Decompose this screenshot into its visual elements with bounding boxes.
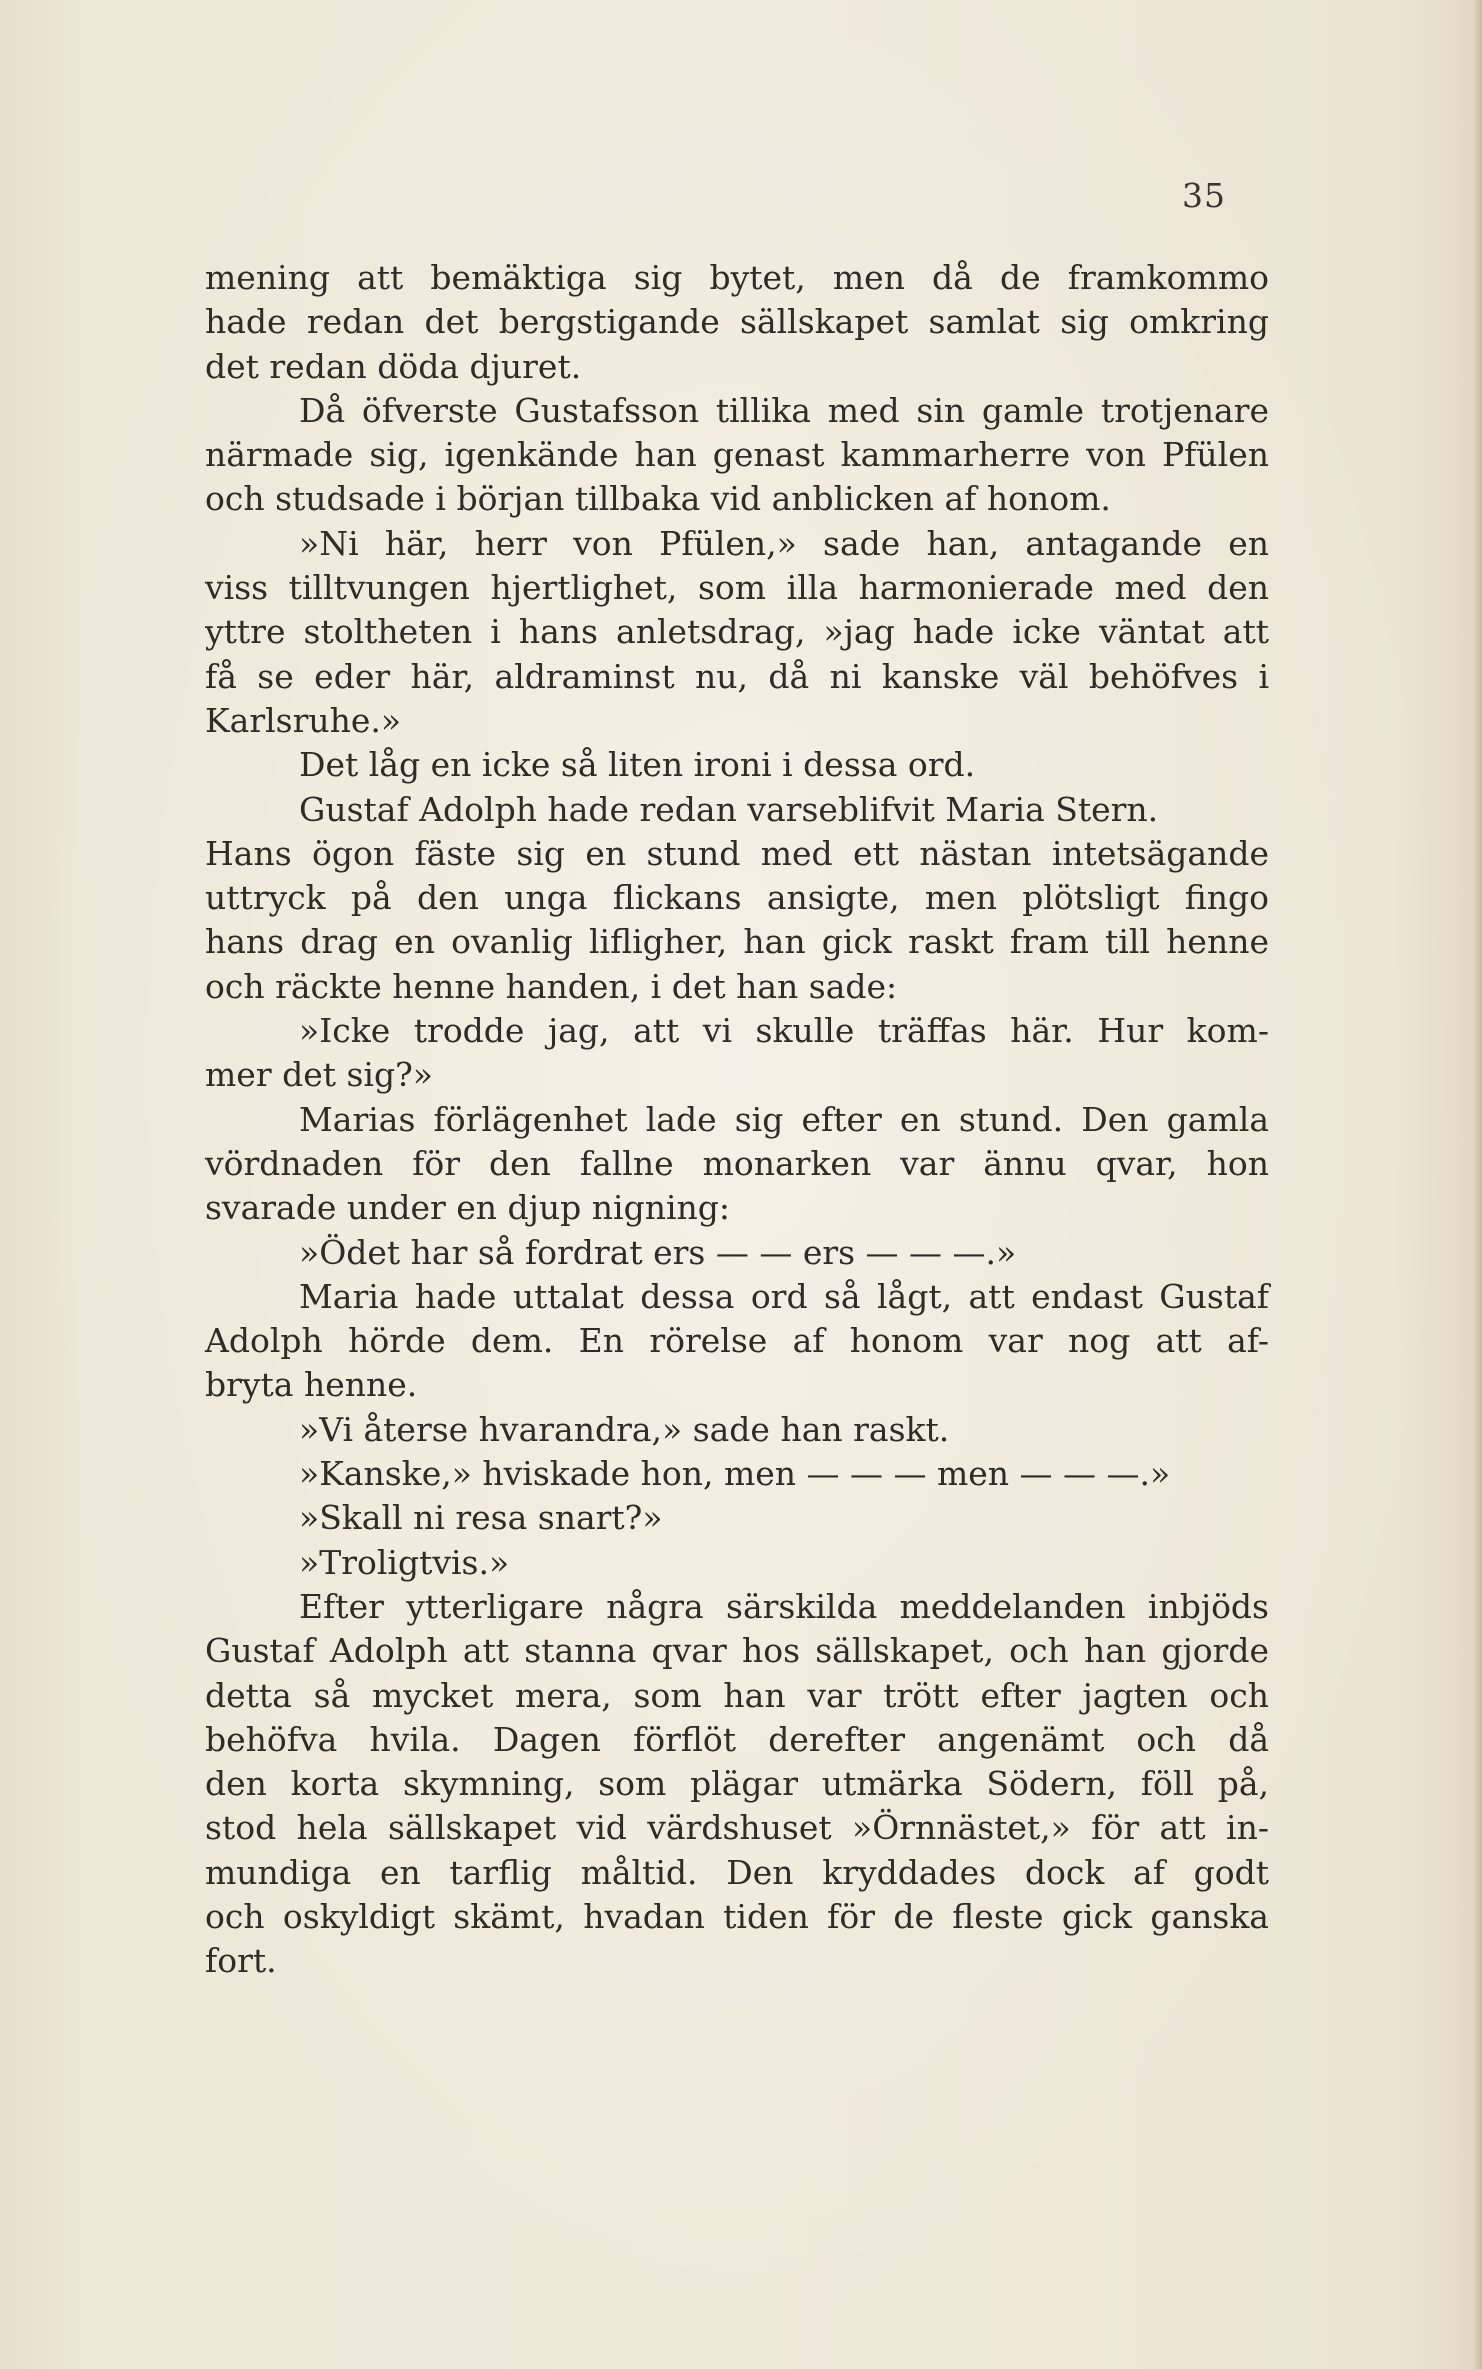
text-line: stod hela sällskapet vid värdshuset »Örnnästet,» för att in-: [205, 1808, 1269, 1848]
text-line: och räckte henne handen, i det han sade:: [205, 966, 898, 1006]
text-line: den korta skymning, som plägar utmärka Södern, föll på,: [205, 1764, 1269, 1804]
text-line: bryta henne.: [205, 1365, 418, 1405]
text-line: få se eder här, aldraminst nu, då ni kanske väl behöfves i: [205, 656, 1269, 696]
text-line: Det låg en icke så liten ironi i dessa ord.: [299, 745, 976, 785]
text-line: svarade under en djup nigning:: [205, 1188, 731, 1228]
text-line: detta så mycket mera, som han var trött efter jagten och: [205, 1675, 1269, 1715]
text-line: det redan döda djuret.: [205, 346, 582, 386]
text-line: vördnaden för den fallne monarken var ännu qvar, hon: [205, 1143, 1269, 1183]
text-line: Gustaf Adolph att stanna qvar hos sällskapet, och han gjorde: [205, 1631, 1269, 1671]
text-line: mundiga en tarflig måltid. Den kryddades dock af godt: [205, 1852, 1269, 1892]
text-line: och studsade i början tillbaka vid anblicken af honom.: [205, 479, 1111, 519]
text-line: hans drag en ovanlig lifligher, han gick raskt fram till henne: [205, 922, 1269, 962]
text-line: »Icke trodde jag, att vi skulle träffas här. Hur kom-: [299, 1011, 1269, 1051]
text-line: Adolph hörde dem. En rörelse af honom var nog att af-: [205, 1321, 1269, 1361]
text-line: behöfva hvila. Dagen förflöt derefter angenämt och då: [205, 1719, 1269, 1759]
text-line: »Skall ni resa snart?»: [299, 1498, 663, 1538]
text-line: »Kanske,» hviskade hon, men — — — men — — —.»: [299, 1454, 1171, 1494]
body-text: [205, 256, 1269, 1984]
text-line: mer det sig?»: [205, 1055, 433, 1095]
text-line: närmade sig, igenkände han genast kammarherre von Pfülen: [205, 435, 1269, 475]
text-line: Karlsruhe.»: [205, 700, 402, 740]
page-number: 35: [1182, 176, 1226, 215]
text-line: Hans ögon fäste sig en stund med ett nästan intetsägande: [205, 833, 1269, 873]
text-line: och oskyldigt skämt, hvadan tiden för de fleste gick ganska: [205, 1896, 1269, 1936]
text-line: Gustaf Adolph hade redan varseblifvit Maria Stern.: [299, 789, 1159, 829]
text-line: »Vi återse hvarandra,» sade han raskt.: [299, 1409, 950, 1449]
text-line: mening att bemäktiga sig bytet, men då de framkommo: [205, 258, 1269, 297]
page-edge-shadow: [1472, 0, 1482, 2369]
text-line: »Ni här, herr von Pfülen,» sade han, antagande en: [299, 523, 1269, 563]
text-line: yttre stoltheten i hans anletsdrag, »jag hade icke väntat att: [205, 612, 1269, 652]
text-line: »Ödet har så fordrat ers — — ers — — —.»: [299, 1232, 1017, 1272]
text-line: Marias förlägenhet lade sig efter en stund. Den gamla: [299, 1099, 1269, 1139]
text-line: hade redan det bergstigande sällskapet samlat sig omkring: [205, 302, 1269, 342]
text-line: fort.: [205, 1941, 277, 1981]
text-line: Efter ytterligare några särskilda meddelanden inbjöds: [299, 1586, 1269, 1626]
text-line: viss tilltvungen hjertlighet, som illa harmonierade med den: [205, 568, 1269, 608]
text-line: Maria hade uttalat dessa ord så lågt, att endast Gustaf: [299, 1276, 1269, 1316]
text-line: uttryck på den unga flickans ansigte, men plötsligt fingo: [205, 878, 1269, 918]
text-line: »Troligtvis.»: [299, 1542, 510, 1582]
text-line: Då öfverste Gustafsson tillika med sin gamle trotjenare: [299, 390, 1269, 430]
